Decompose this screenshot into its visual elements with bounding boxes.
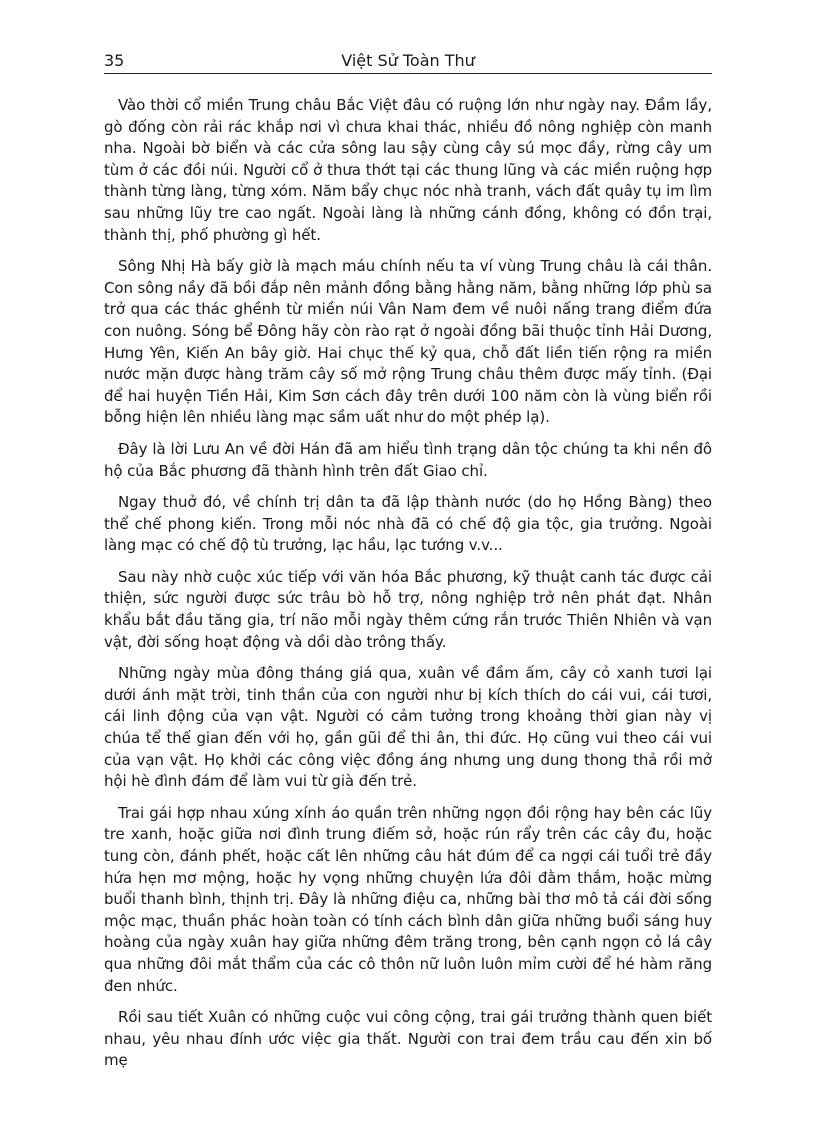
page-body (104, 95, 712, 1082)
running-title: Việt Sử Toàn Thư (341, 51, 475, 70)
header-rule (104, 73, 712, 74)
page-header (104, 47, 712, 71)
paragraph: Trai gái hợp nhau xúng xính áo quần trên những ngọn đồi rộng hay bên các lũy tre xanh, hoặc giữa nơi đình trung điếm sở, hoặc rún rẩy trên các cây đu, hoặc tung còn, đánh phết, hoặc cất lên những câu hát đúm để ca ngợi cái tuổi trẻ đầy hứa hẹn mơ mộng, hoặc hy vọng những chuyện lứa đôi đằm thắm, hoặc mừng buổi thanh bình, thịnh trị. Đây là những điệu ca, những bài thơ mô tả cái đời sống mộc mạc, thuần phác hoàn toàn có tính cách bình dân giữa những buổi sáng huy hoàng của ngày xuân hay giữa những đêm trăng trong, bên cạnh ngọn cỏ lá cây qua những đôi mắt thẩm của các cô thôn nữ luôn luôn mỉm cười để hé hàm răng đen nhức. (104, 803, 712, 995)
paragraph: Vào thời cổ miền Trung châu Bắc Việt đâu có ruộng lớn như ngày nay. Đầm lầy, gò đống còn rải rác khắp nơi vì chưa khai thác, nhiều đồ nông nghiệp còn manh nha. Ngoài bờ biển và các cửa sông lau sậy cùng cây sú mọc đầy, rừng cây um tùm ở các đồi núi. Người cổ ở thưa thớt tại các thung lũng và các miền ruộng hợp thành từng làng, từng xóm. Năm bẩy chục nóc nhà tranh, vách đất quây tụ im lìm sau những lũy tre cao ngất. Ngoài làng là những cánh đồng, không có đồn trại, thành thị, phố phường gì hết. (104, 96, 712, 244)
paragraph: Sau này nhờ cuộc xúc tiếp với văn hóa Bắc phương, kỹ thuật canh tác được cải thiện, sức người được sức trâu bò hỗ trợ, nông nghiệp trở nên phát đạt. Nhân khẩu bắt đầu tăng gia, trí não mỗi ngày thêm cứng rắn trước Thiên Nhiên và vạn vật, đời sống hoạt động và dồi dào trông thấy. (104, 567, 712, 651)
paragraph: Đây là lời Lưu An về đời Hán đã am hiểu tình trạng dân tộc chúng ta khi nền đô hộ của Bắc phương đã thành hình trên đất Giao chỉ. (104, 439, 712, 480)
paragraph: Sông Nhị Hà bấy giờ là mạch máu chính nếu ta ví vùng Trung châu là cái thân. Con sông nầy đã bồi đắp nên mảnh đồng bằng hằng năm, bằng những lớp phù sa trở qua các thác ghềnh từ miền núi Vân Nam đem về nuôi nấng trang điểm đứa con nuông. Sóng bể Đông hãy còn rào rạt ở ngoài đồng bãi thuộc tỉnh Hải Dương, Hưng Yên, Kiến An bây giờ. Hai chục thế kỷ qua, chỗ đất liền tiến rộng ra miền nước mặn được hàng trăm cây số mở rộng Trung châu thêm được mấy tỉnh. (Đại để hai huyện Tiền Hải, Kim Sơn cách đây trên dưới 100 năm còn là vùng biển rồi bỗng hiện lên nhiều làng mạc sầm uất như do một phép lạ). (104, 257, 712, 427)
paragraph: Ngay thuở đó, về chính trị dân ta đã lập thành nước (do họ Hồng Bàng) theo thể chế phong kiến. Trong mỗi nóc nhà đã có chế độ gia tộc, gia trưởng. Ngoài làng mạc có chế độ tù trưởng, lạc hầu, lạc tướng v.v... (104, 493, 712, 555)
paragraph: Rồi sau tiết Xuân có những cuộc vui công cộng, trai gái trưởng thành quen biết nhau, yêu nhau đính ước việc gia thất. Người con trai đem trầu cau đến xin bố mẹ (104, 1008, 712, 1070)
paragraph: Những ngày mùa đông tháng giá qua, xuân về đầm ấm, cây cỏ xanh tươi lại dưới ánh mặt trời, tinh thần của con người như bị kích thích do cái vui, cái tươi, cái linh động của vạn vật. Người có cảm tưởng trong khoảng thời gian này vị chúa tể thế gian đến với họ, gần gũi để thi ân, thi đức. Họ cũng vui theo cái vui của vạn vật. Họ khởi các công việc đồng áng nhưng ung dung thong thả rồi mở hội hè đình đám để làm vui từ già đến trẻ. (104, 664, 712, 791)
page-number: 35 (104, 51, 125, 70)
